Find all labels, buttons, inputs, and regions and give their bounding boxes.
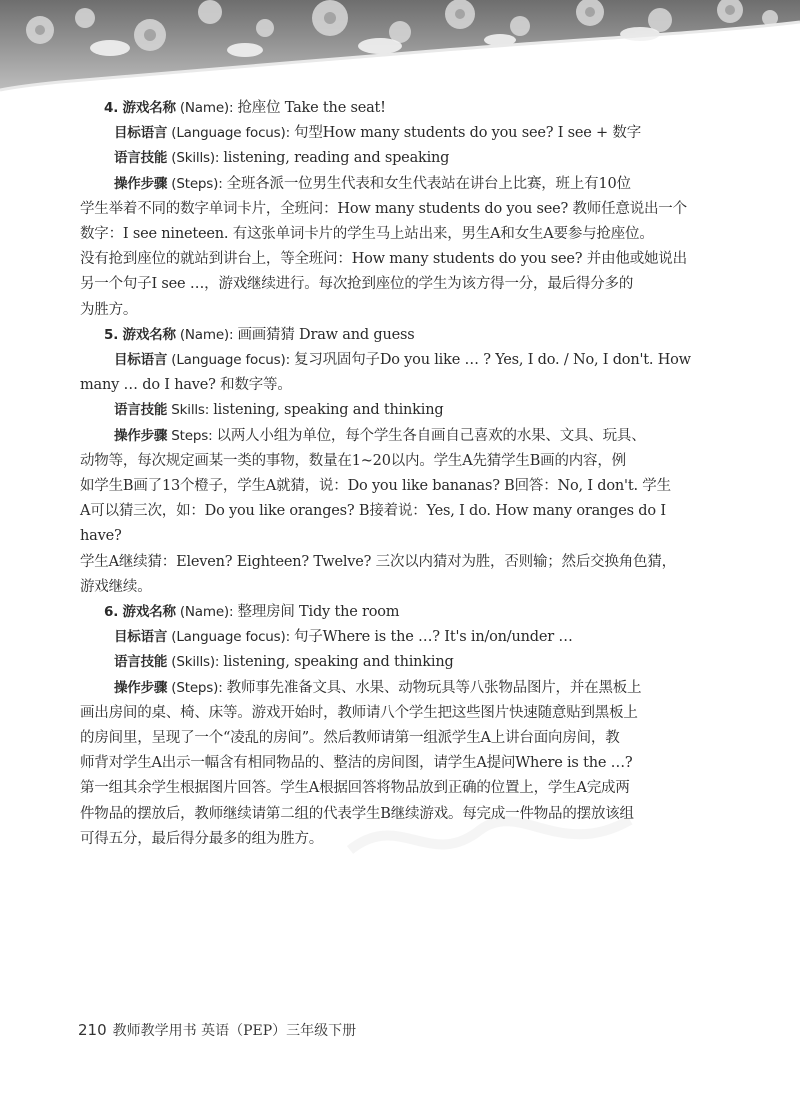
steps-text: 以两人小组为单位，每个学生各自画自己喜欢的水果、文具、玩具、: [216, 427, 646, 444]
game-name: 画画猜猜 Draw and guess: [237, 326, 415, 343]
steps-label: 操作步骤 Steps:: [114, 427, 217, 444]
header-floral-banner: [0, 0, 800, 105]
game-instructions: [80, 96, 710, 852]
steps-text-line: 第一组其余学生根据图片回答。学生A根据回答将物品放到正确的位置上，学生A完成两: [80, 780, 630, 797]
game-number: 4.: [104, 100, 119, 116]
skills-label: 语言技能 (Skills):: [114, 150, 224, 167]
game-4-skills-line: [80, 146, 710, 171]
focus-label: 目标语言 (Language focus):: [114, 125, 295, 142]
focus-value: 复习巩固句子Do you like … ? Yes, I do. / No, I don't. How: [294, 352, 691, 369]
steps-label: 操作步骤 (Steps):: [114, 175, 227, 192]
game-number: 6.: [104, 604, 119, 621]
name-label: 游戏名称 (Name):: [122, 604, 238, 621]
steps-text-line: 动物等，每次规定画某一类的事物，数量在1~20以内。学生A先猜学生B画的内容，例: [80, 452, 626, 469]
game-number: 5.: [104, 326, 119, 343]
game-5-name-line: [80, 323, 710, 348]
steps-text-line: 师背对学生A出示一幅含有相同物品的、整洁的房间图，请学生A提问Where is the …?: [80, 755, 633, 772]
focus-text-line: many … do I have? 和数字等。: [80, 377, 292, 394]
steps-text-line: 如学生B画了13个橙子，学生A就猜，说：Do you like bananas? B回答：No, I don't. 学生: [80, 478, 671, 495]
game-5-focus-line: [80, 348, 710, 373]
game-6-name-line: [80, 600, 710, 625]
steps-text: 教师事先准备文具、水果、动物玩具等八张物品图片，并在黑板上: [226, 679, 642, 696]
steps-text-line: 游戏继续。: [80, 578, 152, 595]
page-number: 210: [78, 1021, 107, 1039]
steps-text-line: 另一个句子I see …，游戏继续进行。每次抢到座位的学生为该方得一分，最后得分多的: [80, 276, 634, 293]
focus-label: 目标语言 (Language focus):: [114, 352, 295, 369]
steps-text-line: 画出房间的桌、椅、床等。游戏开始时，教师请八个学生把这些图片快速随意贴到黑板上: [80, 704, 638, 721]
game-4-focus-line: [80, 121, 710, 146]
game-6-skills-line: [80, 650, 710, 675]
page-footer: [78, 1020, 356, 1040]
floral-banner-graphic: [0, 0, 800, 105]
steps-text-line: 可得五分，最后得分最多的组为胜方。: [80, 830, 324, 847]
steps-text-line: A可以猜三次，如：Do you like oranges? B接着说：Yes, I do. How many oranges do I have?: [80, 503, 666, 545]
focus-label: 目标语言 (Language focus):: [114, 629, 295, 646]
steps-text-line: 件物品的摆放后，教师继续请第二组的代表学生B继续游戏。每完成一件物品的摆放该组: [80, 805, 634, 822]
steps-text-line: 没有抢到座位的就站到讲台上，等全班问：How many students do you see? 并由他或她说出: [80, 251, 687, 268]
name-label: 游戏名称 (Name):: [122, 100, 238, 116]
skills-label: 语言技能 (Skills):: [114, 654, 224, 671]
book-title: 教师教学用书 英语（PEP）三年级下册: [112, 1023, 357, 1039]
steps-text-line: 为胜方。: [80, 301, 138, 318]
game-4-name-line: [80, 96, 710, 121]
steps-text-line: 学生举着不同的数字单词卡片，全班问：How many students do you see? 教师任意说出一个: [80, 200, 687, 217]
game-5-steps-line: [80, 424, 710, 449]
game-4-steps-line: [80, 172, 710, 197]
skills-label: 语言技能 Skills:: [114, 402, 214, 419]
game-6-focus-line: [80, 625, 710, 650]
name-label: 游戏名称 (Name):: [122, 326, 238, 343]
skills-value: listening, speaking and thinking: [223, 654, 454, 671]
steps-text-line: 的房间里，呈现了一个“凌乱的房间”。然后教师请第一组派学生A上讲台面向房间，教: [80, 730, 620, 747]
steps-text-line: 学生A继续猜：Eleven? Eighteen? Twelve? 三次以内猜对为胜，否则输；然后交换角色猜，: [80, 553, 676, 570]
game-5-skills-line: [80, 398, 710, 423]
steps-text: 全班各派一位男生代表和女生代表站在讲台上比赛，班上有10位: [226, 175, 631, 192]
game-6-steps-line: [80, 676, 710, 701]
game-name: 整理房间 Tidy the room: [237, 604, 400, 621]
steps-label: 操作步骤 (Steps):: [114, 679, 227, 696]
skills-value: listening, reading and speaking: [223, 150, 450, 167]
focus-value: 句型How many students do you see? I see + 数字: [294, 125, 642, 142]
steps-text-line: 数字：I see nineteen. 有这张单词卡片的学生马上站出来，男生A和女生A要参与抢座位。: [80, 226, 654, 243]
skills-value: listening, speaking and thinking: [213, 402, 444, 419]
focus-value: 句子Where is the …? It's in/on/under …: [294, 629, 573, 646]
game-name: 抢座位 Take the seat!: [237, 100, 386, 116]
